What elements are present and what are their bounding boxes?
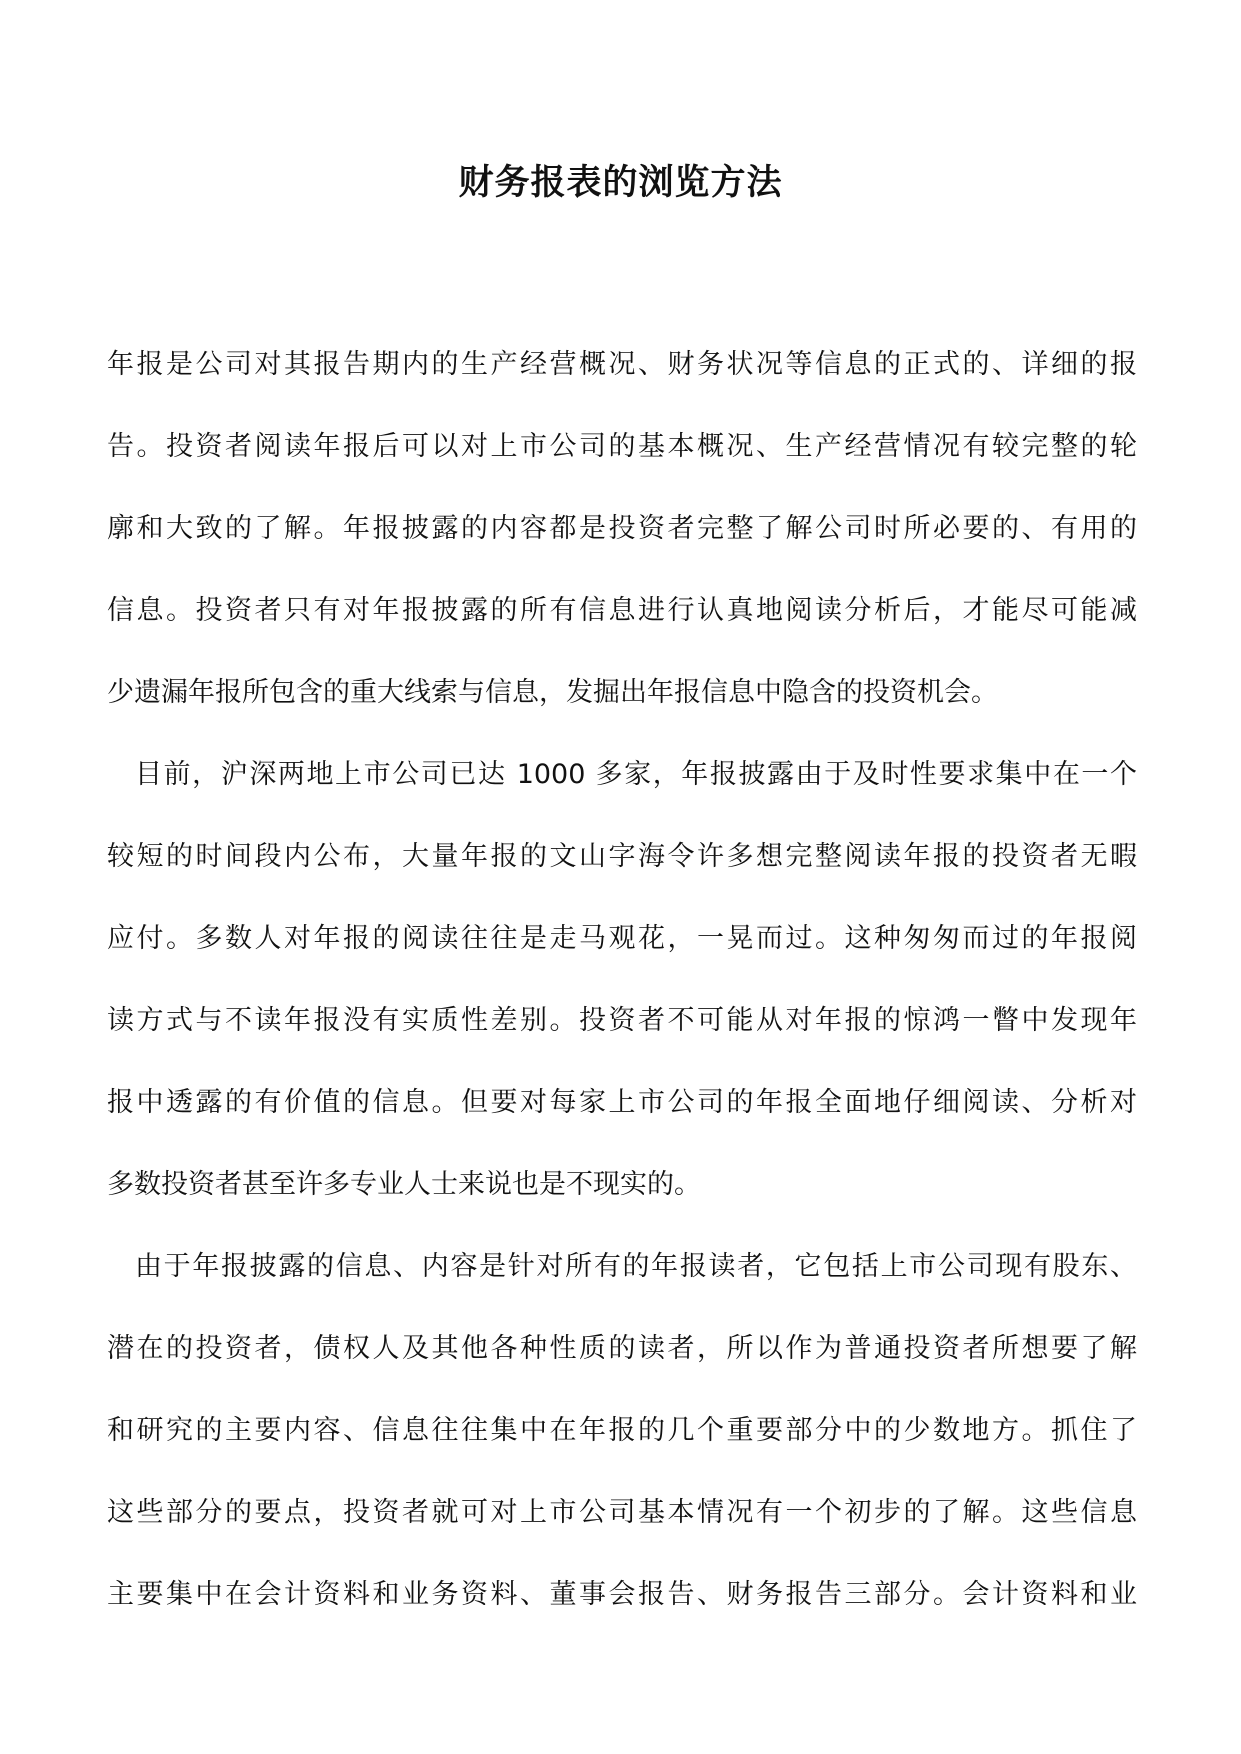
body-line: 信息。投资者只有对年报披露的所有信息进行认真地阅读分析后，才能尽可能减 [107,595,1137,626]
body-line: 多数投资者甚至许多专业人士来说也是不现实的。 [107,1169,701,1200]
document-body [107,340,1137,1652]
body-line: 潜在的投资者，债权人及其他各种性质的读者，所以作为普通投资者所想要了解 [107,1333,1137,1364]
body-line: 这些部分的要点，投资者就可对上市公司基本情况有一个初步的了解。这些信息 [107,1497,1137,1528]
body-line: 目前，沪深两地上市公司已达 1000 多家，年报披露由于及时性要求集中在一个 [135,759,1137,790]
body-line: 主要集中在会计资料和业务资料、董事会报告、财务报告三部分。会计资料和业 [107,1579,1137,1610]
body-line: 读方式与不读年报没有实质性差别。投资者不可能从对年报的惊鸿一瞥中发现年 [107,1005,1137,1036]
body-line: 年报是公司对其报告期内的生产经营概况、财务状况等信息的正式的、详细的报 [107,349,1137,380]
body-line: 应付。多数人对年报的阅读往往是走马观花，一晃而过。这种匆匆而过的年报阅 [107,923,1137,954]
body-line: 和研究的主要内容、信息往往集中在年报的几个重要部分中的少数地方。抓住了 [107,1415,1137,1446]
body-line: 廓和大致的了解。年报披露的内容都是投资者完整了解公司时所必要的、有用的 [107,513,1137,544]
body-line: 报中透露的有价值的信息。但要对每家上市公司的年报全面地仔细阅读、分析对 [107,1087,1137,1118]
body-line: 由于年报披露的信息、内容是针对所有的年报读者，它包括上市公司现有股东、 [135,1251,1137,1282]
body-line: 少遗漏年报所包含的重大线索与信息，发掘出年报信息中隐含的投资机会。 [107,677,998,708]
document-title: 财务报表的浏览方法 [458,162,783,203]
body-line: 较短的时间段内公布，大量年报的文山字海令许多想完整阅读年报的投资者无暇 [107,841,1137,872]
body-line: 告。投资者阅读年报后可以对上市公司的基本概况、生产经营情况有较完整的轮 [107,431,1137,462]
